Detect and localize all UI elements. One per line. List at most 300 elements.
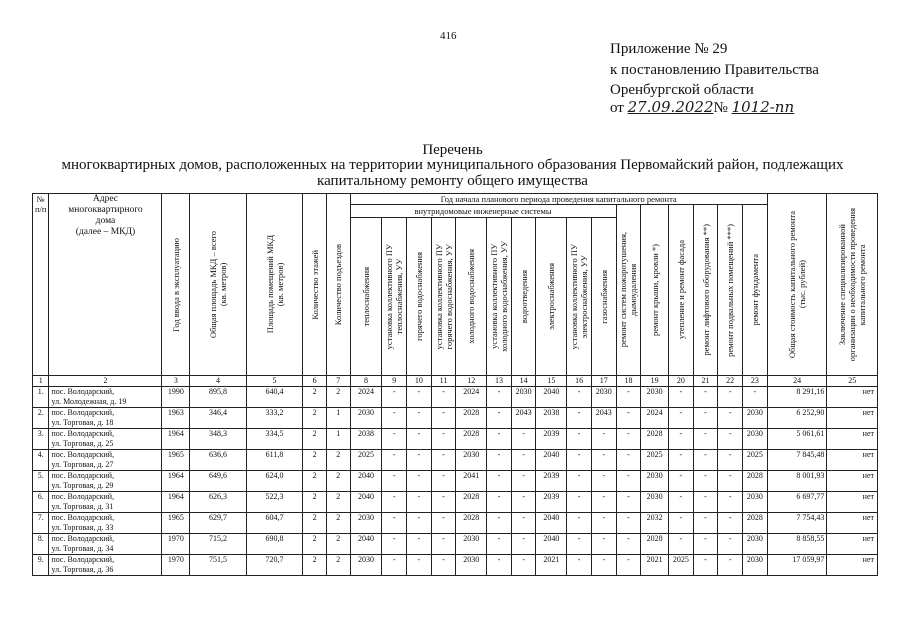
cell-total: 895,8: [190, 387, 247, 408]
cell-c15: 2039: [536, 429, 567, 450]
header-cost: Общая стоимость капитального ремонта (тыс. рублей): [767, 194, 827, 376]
cell-c11: -: [431, 387, 456, 408]
cell-c17: -: [591, 534, 616, 555]
cell-cost: 7 754,43: [767, 513, 827, 534]
cell-c16: -: [567, 534, 592, 555]
cell-address: [49, 492, 162, 513]
cell-cost: 8 291,16: [767, 387, 827, 408]
cell-c8: 2024: [350, 387, 382, 408]
cell-floors: 2: [303, 534, 327, 555]
table-row: [33, 387, 878, 408]
column-number: 25: [827, 376, 878, 387]
table-row: [33, 471, 878, 492]
cell-year: 1970: [162, 555, 190, 576]
cell-c19: 2030: [641, 387, 669, 408]
cell-concl: нет: [827, 450, 878, 471]
cell-c17: -: [591, 429, 616, 450]
header-facade: утепление и ремонт фасада: [669, 205, 694, 376]
table-row: [33, 408, 878, 429]
cell-c10: -: [407, 534, 432, 555]
cell-c22: -: [718, 429, 743, 450]
header-address: Адрес многоквартирного дома (далее – МКД): [49, 194, 162, 376]
cell-c15: 2040: [536, 450, 567, 471]
cell-c16: -: [567, 555, 592, 576]
cell-c21: -: [693, 492, 718, 513]
address-line2: ул. Молодежная, д. 19: [51, 397, 127, 406]
header-num: № п/п: [33, 194, 49, 376]
cell-c20: -: [669, 408, 694, 429]
cell-c13: -: [487, 534, 512, 555]
header-sewer: водоотведения: [511, 218, 536, 376]
column-number: 17: [591, 376, 616, 387]
cell-premises: 604,7: [246, 513, 303, 534]
cell-c23: 2030: [743, 408, 768, 429]
cell-c17: -: [591, 450, 616, 471]
cell-c11: -: [431, 492, 456, 513]
cell-c21: -: [693, 471, 718, 492]
cell-c14: -: [511, 471, 536, 492]
column-number: 22: [718, 376, 743, 387]
cell-c15: 2040: [536, 387, 567, 408]
cell-concl: нет: [827, 387, 878, 408]
cell-total: 649,6: [190, 471, 247, 492]
cell-total: 751,5: [190, 555, 247, 576]
cell-c23: 2028: [743, 471, 768, 492]
appendix-from: от: [610, 100, 624, 116]
cell-cost: 7 845,48: [767, 450, 827, 471]
table-row: [33, 429, 878, 450]
address-line2: ул. Торговая, д. 18: [51, 418, 114, 427]
address-line2: ул. Торговая, д. 29: [51, 481, 114, 490]
cell-year: 1965: [162, 450, 190, 471]
cell-num: 9.: [33, 555, 49, 576]
cell-c18: -: [616, 471, 641, 492]
cell-entr: 2: [326, 387, 350, 408]
cell-address: [49, 408, 162, 429]
cell-c18: -: [616, 513, 641, 534]
cell-concl: нет: [827, 429, 878, 450]
cell-num: 2.: [33, 408, 49, 429]
cell-c10: -: [407, 513, 432, 534]
table-row: [33, 513, 878, 534]
cell-c10: -: [407, 492, 432, 513]
cell-c8: 2040: [350, 534, 382, 555]
cell-cost: 6 697,77: [767, 492, 827, 513]
cell-floors: 2: [303, 513, 327, 534]
appendix-line1: Приложение № 29: [610, 41, 728, 57]
cell-c11: -: [431, 513, 456, 534]
cell-c18: -: [616, 450, 641, 471]
column-number: 13: [487, 376, 512, 387]
cell-c13: -: [487, 387, 512, 408]
address-line1: пос. Володарский,: [51, 492, 115, 501]
cell-floors: 2: [303, 450, 327, 471]
cell-c9: -: [382, 492, 407, 513]
header-pu-cold: установка коллективного ПУ холодного водоснабжения, УУ: [487, 218, 512, 376]
cell-c11: -: [431, 534, 456, 555]
cell-c14: -: [511, 555, 536, 576]
document-subtitle-line2: капитальному ремонту общего имущества: [317, 173, 588, 189]
cell-num: 4.: [33, 450, 49, 471]
cell-c9: -: [382, 513, 407, 534]
cell-c12: 2024: [456, 387, 487, 408]
cell-c17: -: [591, 555, 616, 576]
cell-c19: 2030: [641, 492, 669, 513]
column-number: 9: [382, 376, 407, 387]
cell-c18: -: [616, 429, 641, 450]
column-number: 19: [641, 376, 669, 387]
cell-c12: 2028: [456, 513, 487, 534]
cell-entr: 1: [326, 429, 350, 450]
cell-c23: 2028: [743, 513, 768, 534]
cell-c10: -: [407, 471, 432, 492]
appendix-number: 1012-пп: [731, 98, 795, 116]
cell-total: 626,3: [190, 492, 247, 513]
column-number: 16: [567, 376, 592, 387]
cell-c13: -: [487, 471, 512, 492]
cell-entr: 2: [326, 450, 350, 471]
cell-concl: нет: [827, 534, 878, 555]
cell-c19: 2030: [641, 471, 669, 492]
cell-c14: -: [511, 513, 536, 534]
cell-c11: -: [431, 450, 456, 471]
cell-address: [49, 534, 162, 555]
appendix-date: 27.09.2022: [627, 98, 714, 116]
cell-c14: -: [511, 429, 536, 450]
cell-entr: 2: [326, 534, 350, 555]
cell-c20: -: [669, 450, 694, 471]
cell-c18: -: [616, 387, 641, 408]
cell-entr: 2: [326, 492, 350, 513]
cell-c10: -: [407, 555, 432, 576]
column-numbers-row: [33, 376, 878, 387]
cell-c13: -: [487, 555, 512, 576]
address-line2: ул. Торговая, д. 33: [51, 523, 114, 532]
cell-c18: -: [616, 555, 641, 576]
column-number: 6: [303, 376, 327, 387]
table-row: [33, 450, 878, 471]
appendix-line3: Оренбургской области: [610, 82, 754, 98]
header-hot-water: горячего водоснабжения: [407, 218, 432, 376]
header-pu-electric: установка коллективного ПУ электроснабжения, УУ: [567, 218, 592, 376]
table-row: [33, 555, 878, 576]
cell-c8: 2030: [350, 408, 382, 429]
cell-entr: 2: [326, 555, 350, 576]
cell-num: 5.: [33, 471, 49, 492]
cell-address: [49, 450, 162, 471]
column-number: 18: [616, 376, 641, 387]
cell-c8: 2040: [350, 492, 382, 513]
cell-c10: -: [407, 450, 432, 471]
column-number: 11: [431, 376, 456, 387]
cell-year: 1964: [162, 492, 190, 513]
cell-num: 3.: [33, 429, 49, 450]
column-number: 21: [693, 376, 718, 387]
cell-c23: -: [743, 387, 768, 408]
table-body: [33, 376, 878, 576]
cell-floors: 2: [303, 387, 327, 408]
cell-c18: -: [616, 408, 641, 429]
cell-c22: -: [718, 450, 743, 471]
cell-cost: 8 001,93: [767, 471, 827, 492]
header-foundation: ремонт фундамента: [743, 205, 768, 376]
address-line1: пос. Володарский,: [51, 450, 115, 459]
header-gas: газоснабжения: [591, 218, 616, 376]
cell-c8: 2025: [350, 450, 382, 471]
address-line1: пос. Володарский,: [51, 555, 115, 564]
column-number: 4: [190, 376, 247, 387]
cell-num: 8.: [33, 534, 49, 555]
cell-c15: 2038: [536, 408, 567, 429]
address-line1: пос. Володарский,: [51, 513, 115, 522]
address-line2: ул. Торговая, д. 31: [51, 502, 114, 511]
cell-c11: -: [431, 555, 456, 576]
header-electric: электроснабжения: [536, 218, 567, 376]
cell-c8: 2040: [350, 471, 382, 492]
cell-entr: 1: [326, 408, 350, 429]
address-line2: ул. Торговая, д. 34: [51, 544, 114, 553]
cell-premises: 333,2: [246, 408, 303, 429]
cell-c13: -: [487, 408, 512, 429]
cell-address: [49, 387, 162, 408]
cell-c16: -: [567, 492, 592, 513]
cell-num: 1.: [33, 387, 49, 408]
cell-total: 715,2: [190, 534, 247, 555]
cell-address: [49, 555, 162, 576]
cell-c22: -: [718, 408, 743, 429]
cell-c10: -: [407, 387, 432, 408]
cell-c22: -: [718, 492, 743, 513]
cell-c17: -: [591, 492, 616, 513]
cell-premises: 640,4: [246, 387, 303, 408]
cell-c18: -: [616, 534, 641, 555]
cell-cost: 5 061,61: [767, 429, 827, 450]
cell-c13: -: [487, 450, 512, 471]
cell-c9: -: [382, 471, 407, 492]
cell-c15: 2021: [536, 555, 567, 576]
cell-floors: 2: [303, 429, 327, 450]
header-basement: ремонт подвальных помещений ***): [718, 205, 743, 376]
cell-c17: 2043: [591, 408, 616, 429]
header-pu-heat: установка коллективного ПУ теплоснабжения, УУ: [382, 218, 407, 376]
cell-c23: 2030: [743, 555, 768, 576]
cell-c13: -: [487, 429, 512, 450]
address-line1: пос. Володарский,: [51, 387, 115, 396]
table-row: [33, 492, 878, 513]
column-number: 24: [767, 376, 827, 387]
cell-total: 629,7: [190, 513, 247, 534]
cell-concl: нет: [827, 555, 878, 576]
cell-c14: 2043: [511, 408, 536, 429]
address-line2: ул. Торговая, д. 25: [51, 439, 114, 448]
cell-address: [49, 471, 162, 492]
cell-c14: -: [511, 492, 536, 513]
cell-concl: нет: [827, 471, 878, 492]
cell-c19: 2024: [641, 408, 669, 429]
column-number: 1: [33, 376, 49, 387]
cell-cost: 8 858,55: [767, 534, 827, 555]
cell-c20: -: [669, 387, 694, 408]
header-entrances: Количество подъездов: [326, 194, 350, 376]
cell-c8: 2030: [350, 555, 382, 576]
cell-c12: 2028: [456, 408, 487, 429]
cell-c19: 2032: [641, 513, 669, 534]
cell-c21: -: [693, 513, 718, 534]
cell-c22: -: [718, 534, 743, 555]
address-line1: пос. Володарский,: [51, 429, 115, 438]
cell-address: [49, 429, 162, 450]
cell-c22: -: [718, 513, 743, 534]
cell-c9: -: [382, 450, 407, 471]
column-number: 10: [407, 376, 432, 387]
cell-c9: -: [382, 387, 407, 408]
header-cold-water: холодного водоснабжения: [456, 218, 487, 376]
cell-year: 1964: [162, 429, 190, 450]
cell-c16: -: [567, 387, 592, 408]
cell-c17: 2030: [591, 387, 616, 408]
cell-c11: -: [431, 408, 456, 429]
address-line1: пос. Володарский,: [51, 408, 115, 417]
cell-c21: -: [693, 429, 718, 450]
document-title: Перечень: [422, 142, 483, 158]
cell-c19: 2028: [641, 429, 669, 450]
cell-year: 1965: [162, 513, 190, 534]
cell-floors: 2: [303, 471, 327, 492]
cell-premises: 690,8: [246, 534, 303, 555]
cell-c19: 2028: [641, 534, 669, 555]
cell-c12: 2030: [456, 555, 487, 576]
cell-c17: -: [591, 471, 616, 492]
cell-c12: 2028: [456, 429, 487, 450]
column-number: 3: [162, 376, 190, 387]
cell-c21: -: [693, 450, 718, 471]
cell-c11: -: [431, 471, 456, 492]
cell-num: 7.: [33, 513, 49, 534]
cell-floors: 2: [303, 408, 327, 429]
address-line1: пос. Володарский,: [51, 534, 115, 543]
cell-premises: 522,3: [246, 492, 303, 513]
header-pu-hot: установка коллективного ПУ горячего водоснабжения, УУ: [431, 218, 456, 376]
column-number: 20: [669, 376, 694, 387]
cell-cost: 6 252,90: [767, 408, 827, 429]
cell-year: 1964: [162, 471, 190, 492]
header-floors: Количество этажей: [303, 194, 327, 376]
cell-c15: 2039: [536, 471, 567, 492]
cell-c16: -: [567, 408, 592, 429]
cell-c19: 2025: [641, 450, 669, 471]
column-number: 12: [456, 376, 487, 387]
table-row: [33, 534, 878, 555]
header-elevator: ремонт лифтового оборудования **): [693, 205, 718, 376]
cell-c22: -: [718, 471, 743, 492]
cell-concl: нет: [827, 492, 878, 513]
header-fire: ремонт систем пожаротушения, дымоудаления: [616, 205, 641, 376]
cell-c8: 2038: [350, 429, 382, 450]
cell-year: 1970: [162, 534, 190, 555]
cell-c13: -: [487, 492, 512, 513]
cell-c21: -: [693, 534, 718, 555]
column-number: 5: [246, 376, 303, 387]
cell-c8: 2030: [350, 513, 382, 534]
cell-c20: -: [669, 429, 694, 450]
cell-c15: 2040: [536, 513, 567, 534]
cell-c12: 2041: [456, 471, 487, 492]
cell-c20: -: [669, 534, 694, 555]
cell-concl: нет: [827, 408, 878, 429]
page-number: 416: [440, 30, 457, 42]
cell-c14: 2030: [511, 387, 536, 408]
column-number: 15: [536, 376, 567, 387]
cell-c20: -: [669, 492, 694, 513]
cell-c23: 2030: [743, 534, 768, 555]
cell-year: 1990: [162, 387, 190, 408]
cell-premises: 624,0: [246, 471, 303, 492]
cell-c10: -: [407, 408, 432, 429]
cell-floors: 2: [303, 492, 327, 513]
header-premises-area: Площадь помещений МКД (кв. метров): [246, 194, 303, 376]
cell-c16: -: [567, 471, 592, 492]
cell-c23: 2030: [743, 492, 768, 513]
appendix-no-sign: №: [713, 100, 728, 116]
header-year-built: Год ввода в эксплуатацию: [162, 194, 190, 376]
column-number: 14: [511, 376, 536, 387]
cell-entr: 2: [326, 513, 350, 534]
column-number: 2: [49, 376, 162, 387]
cell-c15: 2039: [536, 492, 567, 513]
appendix-date-line: [610, 98, 794, 118]
cell-premises: 611,8: [246, 450, 303, 471]
cell-premises: 334,5: [246, 429, 303, 450]
cell-c16: -: [567, 429, 592, 450]
cell-year: 1963: [162, 408, 190, 429]
buildings-table: [32, 193, 878, 576]
cell-c17: -: [591, 513, 616, 534]
cell-c13: -: [487, 513, 512, 534]
cell-c21: -: [693, 387, 718, 408]
cell-c11: -: [431, 429, 456, 450]
cell-c9: -: [382, 534, 407, 555]
cell-c14: -: [511, 450, 536, 471]
column-number: 8: [350, 376, 382, 387]
cell-c22: -: [718, 555, 743, 576]
cell-total: 346,4: [190, 408, 247, 429]
header-total-area: Общая площадь МКД – всего (кв. метров): [190, 194, 247, 376]
cell-address: [49, 513, 162, 534]
cell-floors: 2: [303, 555, 327, 576]
cell-c9: -: [382, 429, 407, 450]
cell-c20: 2025: [669, 555, 694, 576]
cell-c23: 2025: [743, 450, 768, 471]
column-number: 23: [743, 376, 768, 387]
header-engineering-group: внутридомовые инженерные системы: [350, 205, 616, 218]
address-line2: ул. Торговая, д. 36: [51, 565, 114, 574]
cell-c21: -: [693, 408, 718, 429]
cell-c22: -: [718, 387, 743, 408]
header-roof: ремонт крыши, кровли *): [641, 205, 669, 376]
cell-c9: -: [382, 555, 407, 576]
cell-c18: -: [616, 492, 641, 513]
header-period-group: Год начала планового периода проведения капитального ремонта: [350, 194, 767, 205]
cell-c12: 2028: [456, 492, 487, 513]
cell-total: 348,3: [190, 429, 247, 450]
cell-c15: 2040: [536, 534, 567, 555]
cell-c10: -: [407, 429, 432, 450]
cell-concl: нет: [827, 513, 878, 534]
document-subtitle-line1: многоквартирных домов, расположенных на территории муниципального образования Первомайский район, подлежащих: [61, 157, 844, 173]
cell-c9: -: [382, 408, 407, 429]
cell-c20: -: [669, 471, 694, 492]
cell-c14: -: [511, 534, 536, 555]
